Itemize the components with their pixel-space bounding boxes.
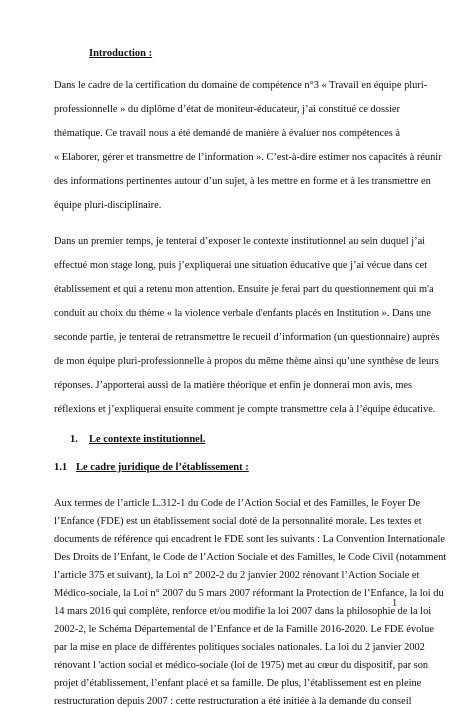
paragraph-line: professionnelle » du diplôme d’état de moniteur-éducateur, j’ai constitué ce dossier [54,104,400,115]
paragraph-line: de mon équipe pluri-professionnelle à propos du même thème ainsi qu’une synthèse de leurs [54,356,439,367]
paragraph-line: réflexions et j’expliquerai ensuite comment je compte transmettre cela à l’équipe éducative. [54,404,436,415]
section-number: 1.1 [54,462,68,473]
body-line: projet d’établissement, l’enfant placé et sa famille. De plus, l’établissement est en pleine [54,678,422,689]
paragraph-line: conduit au choix du thème « la violence verbale d'enfants placés en Institution ». Dans une [54,308,431,319]
paragraph-line: réponses. J’apporterai aussi de la matière théorique et enfin je donnerai mon avis, mes [54,380,413,391]
body-line: par la mise en place de différentes politiques sociales nationales. La loi du 2 janvier 2002 [54,642,425,653]
paragraph-line: établissement et qui a retenu mon attention. Ensuite je ferai part du questionnement qui m'a [54,284,434,295]
body-line: restructuration depuis 2007 : cette restructuration a été initiée à la demande du conseil [54,696,412,707]
paragraph-line: Dans le cadre de la certification du domaine de compétence n°3 « Travail en équipe pluri- [54,80,428,91]
paragraph-plan [54,230,440,422]
paragraph-certification [54,74,442,218]
section-number: 1. [70,434,78,445]
body-line: Des Droits de l’Enfant, le Code de l’Action Sociale et des Familles, le Code Civil (notamment [54,552,447,563]
paragraph-line: « Elaborer, gérer et transmettre de l’information ». C’est-à-dire estimer nos capacités à réunir [54,152,442,163]
spacer [54,403,400,495]
body-line: rénovant l 'action social et médico-sociale (loi de 1975) met au cœur du dispositif, par son [54,660,429,671]
paragraph-line: thématique. Ce travail nous a été demandé de manière à évaluer nos compétences à [54,128,400,139]
section-title: Le cadre juridique de l’établissement : [76,462,249,473]
body-line: Aux termes de l’article L.312-1 du Code de l’Action Social et des Familles, le Foyer De [54,498,421,509]
paragraph-line: équipe pluri-disciplinaire. [54,200,162,211]
paragraph-line: effectué mon stage long, puis j’expliquerai une situation éducative que j’ai vécue dans cet [54,260,428,271]
paragraph-line: seconde partie, je tenterai de retransmettre le recueil d’information (un questionnaire) auprès [54,332,440,343]
body-text-legal-framework [54,403,447,711]
page-number: 1 [392,598,398,609]
body-line: l’Enfance (FDE) est un établissement social doté de la personnalité morale. Les textes et [54,516,422,527]
body-line: 14 mars 2016 qui complète, renforce et/ou modifie la loi 2007 dans la philosophie de la loi [54,606,432,617]
paragraph-line: des informations pertinentes autour d’un sujet, à les mettre en forme et à les transmettre en [54,176,431,187]
paragraph-line: Dans un premier temps, je tenterai d’exposer le contexte institutionnel au sein duquel j’ai [54,236,426,247]
section-title: Le contexte institutionnel. [89,434,206,445]
introduction-heading: Introduction : [89,48,153,59]
body-line: 2002-2, le Schéma Départemental de l’Enfance et de la Famille 2016-2020. Le FDE évolue [54,624,434,635]
body-line: documents de référence qui encadrent le FDE sont les suivants : La Convention Internationale [54,534,445,545]
body-line: l’article 375 et suivant), la Loi n° 2002-2 du 2 janvier 2002 rénovant l’Action Sociale et [54,570,420,581]
body-line: Médico-sociale, la Loi n° 2007 du 5 mars 2007 réformant la Protection de l’Enfance, la loi du [54,588,444,599]
